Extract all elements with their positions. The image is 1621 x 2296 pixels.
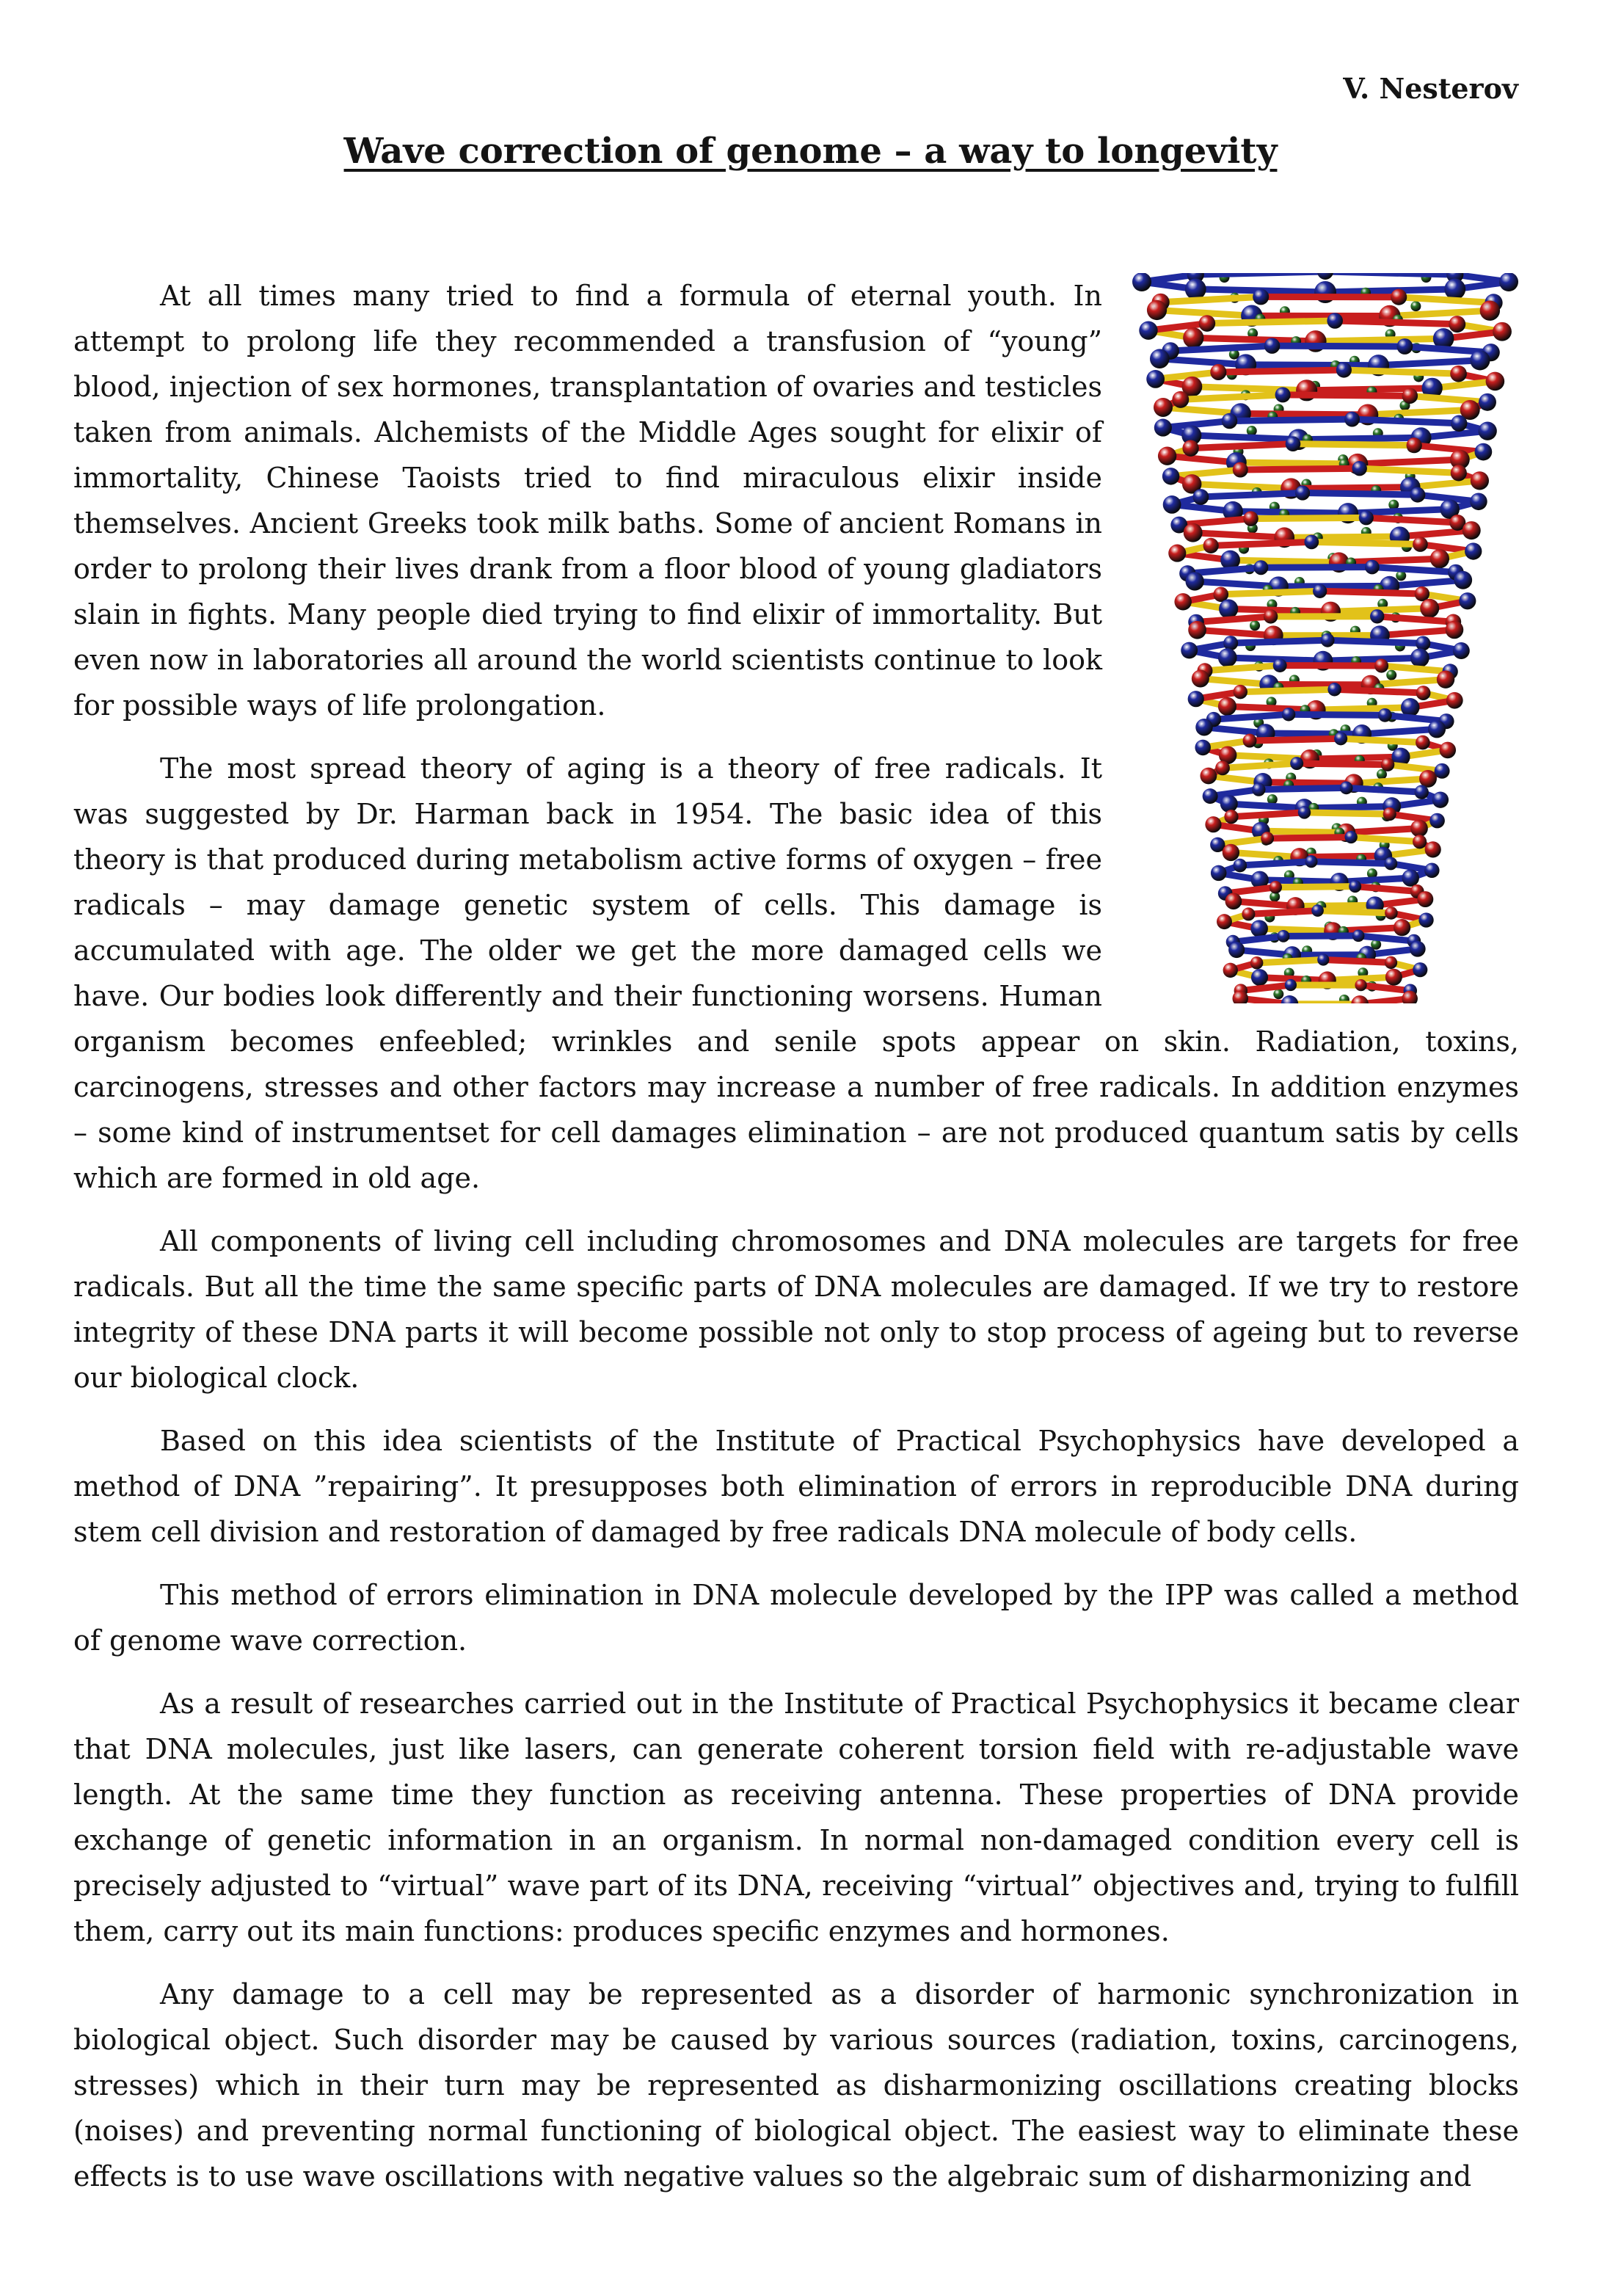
dna-bond bbox=[1399, 297, 1493, 303]
dna-atom bbox=[1188, 691, 1204, 707]
dna-bond bbox=[1399, 531, 1471, 537]
dna-atom bbox=[1273, 658, 1287, 672]
dna-bond bbox=[1371, 680, 1446, 685]
dna-bond bbox=[1225, 887, 1276, 893]
dna-bond bbox=[1283, 936, 1358, 937]
dna-atom bbox=[1432, 791, 1449, 807]
dna-bond bbox=[1362, 729, 1437, 734]
dna-atom bbox=[1446, 692, 1463, 709]
dna-atom bbox=[1242, 907, 1255, 920]
dna-atom bbox=[1470, 350, 1490, 370]
dna-atom bbox=[1446, 621, 1464, 639]
dna-atom bbox=[1410, 301, 1421, 311]
dna-helix-image bbox=[1132, 273, 1519, 1003]
dna-bond bbox=[1372, 567, 1456, 573]
dna-bond bbox=[1354, 779, 1428, 783]
dna-bond bbox=[1229, 804, 1305, 808]
dna-atom bbox=[1449, 316, 1465, 333]
dna-bond bbox=[1292, 955, 1367, 956]
dna-atom bbox=[1174, 593, 1191, 610]
dna-atom bbox=[1459, 592, 1476, 609]
dna-bond bbox=[1341, 738, 1423, 742]
dna-bond bbox=[1304, 813, 1389, 814]
dna-atom bbox=[1150, 349, 1170, 368]
dna-atom bbox=[1479, 393, 1496, 411]
dna-atom bbox=[1252, 782, 1265, 796]
dna-atom bbox=[1394, 919, 1410, 936]
dna-atom bbox=[1147, 300, 1167, 320]
dna-atom bbox=[1211, 865, 1227, 882]
dna-atom bbox=[1402, 869, 1418, 886]
dna-bond bbox=[1366, 517, 1458, 523]
dna-atom bbox=[1351, 995, 1369, 1003]
dna-atom bbox=[1250, 920, 1268, 937]
dna-atom bbox=[1223, 844, 1239, 861]
dna-atom bbox=[1172, 391, 1189, 408]
dna-bond bbox=[1335, 689, 1424, 693]
dna-bond bbox=[1241, 985, 1291, 991]
dna-bond bbox=[1201, 679, 1270, 685]
dna-bond bbox=[1192, 435, 1299, 440]
dna-atom bbox=[1192, 669, 1209, 687]
dna-bond bbox=[1240, 468, 1359, 470]
dna-bond bbox=[1246, 365, 1379, 366]
dna-atom bbox=[1203, 538, 1219, 553]
paragraph-7: Any damage to a cell may be represented as a disorder of harmonic synchronization in biological object. Such disorder may be caused by various sources (radiation, toxins, carcinogens, stresses) which in their turn may be represented as disharmonizing oscillations creating blocks (noises) and preventing normal functioning of biological object. The easiest way to eliminate these effects is to use wave oscillations with negative values so the algebraic sum of disharmonizing and bbox=[73, 1978, 1519, 2193]
dna-bond bbox=[1240, 689, 1334, 691]
dna-atom bbox=[1410, 487, 1425, 503]
dna-bond bbox=[1316, 708, 1410, 710]
dna-bond bbox=[1323, 960, 1391, 963]
dna-bond bbox=[1198, 630, 1274, 635]
dna-atom bbox=[1386, 670, 1396, 680]
dna-atom bbox=[1251, 969, 1268, 986]
dna-bond bbox=[1192, 484, 1291, 488]
dna-atom bbox=[1344, 412, 1360, 427]
dna-atom bbox=[1305, 855, 1317, 868]
dna-bond bbox=[1217, 838, 1267, 845]
dna-atom bbox=[1430, 549, 1449, 568]
dna-atom bbox=[1205, 816, 1221, 832]
dna-bond bbox=[1344, 370, 1458, 374]
dna-atom bbox=[1181, 642, 1198, 659]
dna-atom bbox=[1451, 465, 1467, 481]
dna-atom bbox=[1385, 956, 1397, 969]
dna-atom bbox=[1415, 785, 1429, 799]
dna-atom bbox=[1453, 642, 1470, 659]
dna-bond bbox=[1293, 444, 1414, 446]
dna-atom bbox=[1493, 322, 1512, 341]
dna-atom bbox=[1475, 443, 1493, 461]
dna-atom bbox=[1286, 436, 1301, 451]
dna-atom bbox=[1250, 620, 1260, 631]
dna-atom bbox=[1228, 942, 1245, 958]
dna-bond bbox=[1325, 273, 1455, 275]
dna-bond bbox=[1316, 338, 1443, 341]
paragraph-4: Based on this idea scientists of the Institute of Practical Psychophysics have developed a method of DNA ”repairing”. It presupposes both elimination of errors in reproducible DNA during stem cell division and restoration of damaged by free radicals DNA molecule of body cells. bbox=[73, 1425, 1519, 1548]
dna-bond bbox=[1258, 788, 1346, 789]
dna-bond bbox=[1192, 387, 1306, 390]
dna-atom bbox=[1210, 364, 1226, 380]
dna-atom bbox=[1281, 995, 1299, 1003]
dna-atom bbox=[1424, 863, 1440, 879]
dna-atom bbox=[1199, 315, 1216, 332]
dna-bond bbox=[1327, 640, 1423, 643]
dna-atom bbox=[1420, 599, 1439, 618]
dna-bond bbox=[1291, 487, 1410, 489]
dna-bond bbox=[1378, 360, 1479, 366]
dna-atom bbox=[1275, 387, 1291, 402]
dna-bond bbox=[1163, 407, 1241, 414]
dna-atom bbox=[1336, 362, 1352, 377]
dna-atom bbox=[1203, 788, 1218, 804]
dna-atom bbox=[1317, 273, 1333, 280]
dna-bond bbox=[1229, 419, 1352, 421]
dna-atom bbox=[1282, 708, 1295, 721]
dna-atom bbox=[1396, 338, 1413, 355]
dna-atom bbox=[1139, 321, 1157, 340]
dna-bond bbox=[1410, 481, 1480, 487]
dna-atom bbox=[1349, 880, 1361, 893]
dna-bond bbox=[1228, 609, 1330, 612]
dna-atom bbox=[1444, 278, 1465, 299]
dna-bond bbox=[1231, 640, 1327, 643]
dna-bond bbox=[1358, 459, 1460, 464]
dna-atom bbox=[1486, 372, 1505, 391]
dna-bond bbox=[1251, 517, 1366, 518]
article-body bbox=[73, 273, 1519, 2217]
dna-atom bbox=[1327, 683, 1341, 696]
dna-atom bbox=[1154, 398, 1173, 417]
dna-atom bbox=[1410, 820, 1428, 838]
dna-atom bbox=[1407, 437, 1422, 453]
dna-atom bbox=[1183, 327, 1203, 348]
dna-atom bbox=[1182, 440, 1198, 456]
dna-atom bbox=[1416, 686, 1431, 700]
dna-bond bbox=[1297, 763, 1388, 765]
dna-bond bbox=[1234, 901, 1295, 907]
dna-atom bbox=[1451, 415, 1467, 432]
dna-atom bbox=[1462, 521, 1481, 540]
dna-atom bbox=[1224, 810, 1238, 824]
dna-bond bbox=[1295, 905, 1374, 906]
dna-atom bbox=[1220, 795, 1238, 813]
dna-atom bbox=[1480, 300, 1500, 320]
dna-bond bbox=[1171, 470, 1241, 476]
dna-atom bbox=[1410, 941, 1426, 957]
paragraph-2: The most spread theory of aging is a theory of free radicals. It was suggested by Dr. Harman back in 1954. The basic idea of this theory is that produced during metabolism active forms of oxygen – free radicals – may damage genetic system of cells. This damage is accumulated with age. The older we get the more damaged cells we have. Our bodies look differently and their functioning worsens. Human organism becomes enfeebled; wrinkles and senile spots appear on skin. Radiation, toxins, carcinogens, stresses and other factors may increase a number of free radicals. In addition enzymes – some kind of instrumentset for cell damages elimination – are not produced quantum satis by cells which are formed in old age. bbox=[73, 752, 1519, 1194]
dna-atom bbox=[1185, 278, 1206, 299]
dna-atom bbox=[1261, 832, 1274, 845]
dna-atom bbox=[1413, 537, 1428, 552]
dna-atom bbox=[1439, 742, 1456, 759]
dna-atom bbox=[1243, 511, 1258, 526]
dna-bond bbox=[1289, 714, 1385, 715]
dna-bond bbox=[1240, 862, 1311, 865]
dna-atom bbox=[1410, 648, 1429, 667]
dna-atom bbox=[1317, 953, 1329, 965]
dna-atom bbox=[1223, 636, 1238, 650]
dna-bond bbox=[1170, 346, 1272, 351]
dna-bond bbox=[1161, 297, 1261, 302]
dna-atom bbox=[1374, 659, 1388, 673]
dna-atom bbox=[1327, 313, 1343, 329]
dna-atom bbox=[1454, 571, 1472, 589]
dna-bond bbox=[1368, 410, 1470, 414]
dna-atom bbox=[1219, 599, 1238, 618]
dna-bond bbox=[1339, 878, 1410, 882]
dna-atom bbox=[1418, 912, 1433, 927]
dna-bond bbox=[1377, 617, 1454, 622]
dna-atom bbox=[1321, 633, 1335, 647]
dna-atom bbox=[1417, 891, 1433, 907]
dna-atom bbox=[1253, 288, 1269, 305]
dna-bond bbox=[1263, 782, 1354, 784]
paragraph-3: All components of living cell including chromosomes and DNA molecules are targets for free radicals. But all the time the same specific parts of DNA molecules are damaged. If we try to restore integrity of these DNA parts it will become possible not only to stop process of ageing but to reverse our biological clock. bbox=[73, 1225, 1519, 1394]
dna-atom bbox=[1223, 963, 1238, 978]
dna-bond bbox=[1267, 837, 1351, 838]
dna-atom bbox=[1402, 388, 1418, 404]
dna-atom bbox=[1158, 447, 1176, 465]
author-name: V. Nesterov bbox=[1343, 72, 1518, 105]
dna-bond bbox=[1325, 289, 1455, 292]
dna-atom bbox=[1352, 461, 1366, 476]
dna-atom bbox=[1385, 969, 1402, 986]
dna-atom bbox=[1365, 560, 1380, 575]
dna-atom bbox=[1429, 813, 1445, 829]
dna-bond bbox=[1410, 396, 1487, 402]
dna-bond bbox=[1360, 468, 1459, 473]
dna-atom bbox=[1437, 670, 1454, 688]
dna-atom bbox=[1218, 697, 1236, 716]
dna-bond bbox=[1231, 852, 1299, 857]
dna-bond bbox=[1168, 456, 1236, 462]
dna-atom bbox=[1195, 719, 1212, 735]
dna-atom bbox=[1378, 708, 1392, 722]
dna-bond bbox=[1223, 763, 1297, 768]
dna-bond bbox=[1352, 419, 1460, 424]
dna-atom bbox=[1273, 989, 1283, 999]
document-title: Wave correction of genome – a way to longevity bbox=[343, 131, 1278, 172]
dna-bond bbox=[1257, 960, 1324, 963]
dna-bond bbox=[1248, 911, 1317, 915]
dna-atom bbox=[1154, 419, 1172, 437]
dna-atom bbox=[1413, 962, 1427, 977]
dna-bond bbox=[1298, 437, 1421, 439]
dna-atom bbox=[1132, 273, 1151, 291]
dna-bond bbox=[1380, 630, 1454, 636]
dna-atom bbox=[1215, 760, 1230, 775]
dna-atom bbox=[1381, 758, 1394, 771]
dna-atom bbox=[1253, 560, 1268, 575]
paragraph-1: At all times many tried to find a formula of eternal youth. In attempt to prolong life they recommended a transfusion of “young” blood, injection of sex hormones, transplantation of ovaries and testicles taken from animals. Alchemists of the Middle Ages sought for elixir of immortality, Chinese Taoists tried to find miraculous elixir inside themselves. Ancient Greeks took milk baths. Some of ancient Romans in order to prolong their lives drank from a floor blood of young gladiators slain in fights. Many people died trying to find elixir of immortality. But even now in laboratories all around the world scientists continue to look for possible ways of life prolongation. bbox=[73, 280, 1102, 722]
dna-bond bbox=[1311, 862, 1391, 864]
dna-atom bbox=[1355, 979, 1366, 991]
dna-atom bbox=[1383, 807, 1396, 821]
dna-atom bbox=[1385, 907, 1398, 920]
dna-atom bbox=[1428, 720, 1446, 738]
paragraph-5: This method of errors elimination in DNA molecule developed by the IPP was called a method of genome wave correction. bbox=[73, 1579, 1519, 1657]
dna-atom bbox=[1195, 740, 1211, 756]
dna-bond bbox=[1335, 321, 1457, 324]
dna-bond bbox=[1266, 733, 1362, 734]
dna-atom bbox=[1285, 979, 1297, 991]
dna-atom bbox=[1278, 930, 1290, 942]
dna-atom bbox=[1233, 462, 1248, 478]
dna-atom bbox=[1185, 572, 1203, 590]
dna-bond bbox=[1218, 370, 1344, 372]
dna-atom bbox=[1243, 734, 1257, 748]
dna-atom bbox=[1233, 859, 1247, 873]
dna-atom bbox=[1359, 510, 1374, 525]
dna-atom bbox=[1313, 584, 1327, 598]
dna-bond bbox=[1351, 837, 1419, 841]
dna-helix-illustration bbox=[1132, 273, 1519, 1003]
dna-atom bbox=[1415, 586, 1429, 601]
dna-atom bbox=[1435, 763, 1450, 779]
dna-atom bbox=[1146, 370, 1165, 388]
dna-bond bbox=[1261, 567, 1372, 568]
dna-atom bbox=[1168, 545, 1186, 562]
dna-atom bbox=[1298, 806, 1311, 819]
dna-atom bbox=[1413, 835, 1427, 849]
dna-bond bbox=[1414, 446, 1483, 452]
dna-atom bbox=[1471, 471, 1489, 490]
dna-atom bbox=[1304, 534, 1319, 549]
dna-bond bbox=[1261, 831, 1346, 832]
dna-bond bbox=[1388, 765, 1442, 771]
dna-atom bbox=[1499, 273, 1518, 291]
dna-atom bbox=[1344, 831, 1357, 843]
dna-atom bbox=[1193, 489, 1209, 505]
dna-atom bbox=[1334, 732, 1347, 745]
dna-bond bbox=[1355, 887, 1417, 892]
dna-bond bbox=[1221, 591, 1320, 594]
dna-atom bbox=[1188, 621, 1206, 639]
dna-bond bbox=[1207, 321, 1335, 324]
dna-bond bbox=[1347, 829, 1420, 833]
dna-atom bbox=[1384, 857, 1397, 871]
dna-atom bbox=[1264, 609, 1278, 623]
dna-atom bbox=[1264, 338, 1281, 354]
dna-atom bbox=[1416, 636, 1430, 650]
dna-bond bbox=[1250, 738, 1341, 741]
dna-atom bbox=[1352, 930, 1365, 942]
dna-atom bbox=[1295, 485, 1310, 500]
dna-bond bbox=[1201, 493, 1303, 497]
dna-bond bbox=[1193, 533, 1285, 538]
dna-atom bbox=[1163, 495, 1181, 514]
dna-bond bbox=[1231, 813, 1305, 817]
dna-atom bbox=[1200, 768, 1217, 785]
dna-atom bbox=[1162, 468, 1179, 484]
dna-bond bbox=[1157, 310, 1252, 316]
dna-bond bbox=[1191, 444, 1293, 448]
dna-bond bbox=[1303, 493, 1418, 495]
dna-atom bbox=[1419, 770, 1437, 788]
dna-bond bbox=[1390, 310, 1490, 316]
dna-atom bbox=[1465, 542, 1482, 559]
dna-atom bbox=[1270, 881, 1282, 893]
paragraph-6: As a result of researches carried out in the Institute of Practical Psychophysics it became clear that DNA molecules, just like lasers, can generate coherent torsion field with re-adjustable wave length. At the same time they function as receiving antenna. These properties of DNA provide exchange of genetic information in an organism. In normal non-damaged condition every cell is precisely adjusted to “virtual” wave part of its DNA, receiving “virtual” objectives and, trying to fulfill them, carry out its main functions: produces specific enzymes and hormones. bbox=[73, 1688, 1519, 1947]
dna-atom bbox=[1184, 523, 1203, 542]
dna-bond bbox=[1231, 560, 1339, 562]
dna-bond bbox=[1320, 591, 1422, 594]
dna-atom bbox=[1217, 914, 1232, 929]
dna-atom bbox=[1222, 413, 1238, 429]
dna-bond bbox=[1311, 542, 1420, 544]
dna-atom bbox=[1425, 841, 1441, 857]
dna-bond bbox=[1358, 936, 1414, 941]
dna-atom bbox=[1218, 648, 1237, 667]
dna-atom bbox=[1416, 735, 1430, 750]
dna-bond bbox=[1390, 580, 1463, 586]
dna-bond bbox=[1205, 666, 1280, 671]
dna-atom bbox=[1225, 893, 1242, 909]
dna-bond bbox=[1347, 788, 1422, 792]
dna-bond bbox=[1323, 658, 1420, 661]
dna-atom bbox=[1311, 904, 1324, 917]
dna-atom bbox=[1250, 956, 1263, 969]
dna-bond bbox=[1259, 929, 1333, 931]
dna-atom bbox=[1340, 782, 1353, 795]
dna-bond bbox=[1211, 542, 1311, 545]
dna-bond bbox=[1283, 395, 1410, 396]
dna-bond bbox=[1195, 273, 1325, 275]
dna-atom bbox=[1478, 421, 1496, 440]
dna-bond bbox=[1196, 617, 1271, 622]
dna-bond bbox=[1159, 359, 1245, 365]
dna-bond bbox=[1318, 911, 1391, 913]
dna-atom bbox=[1391, 289, 1407, 305]
dna-atom bbox=[1370, 609, 1384, 623]
dna-atom bbox=[1290, 757, 1303, 770]
dna-atom bbox=[1450, 366, 1467, 382]
dna-atom bbox=[1234, 685, 1247, 699]
dna-atom bbox=[1470, 493, 1487, 511]
